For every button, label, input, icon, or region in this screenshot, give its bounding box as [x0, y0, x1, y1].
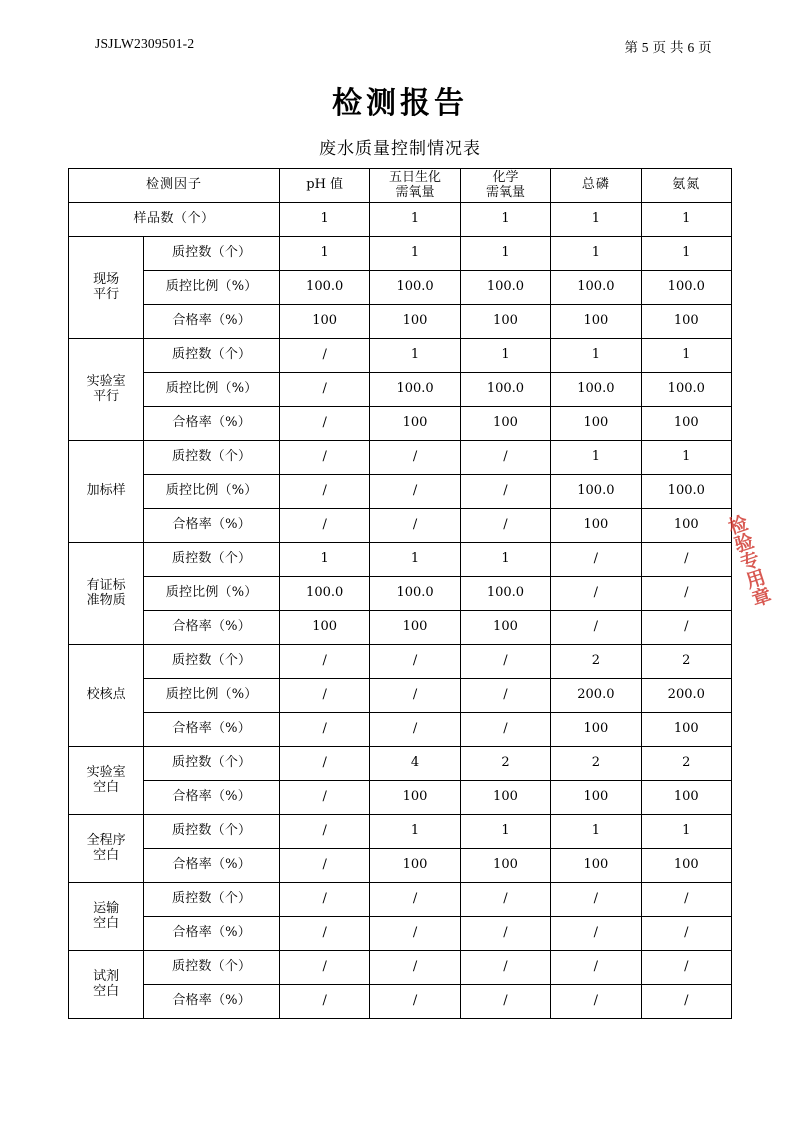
page-header	[68, 36, 732, 58]
sample-count-value: 1	[641, 203, 731, 237]
table-row	[69, 815, 732, 849]
cell-value: /	[551, 883, 641, 917]
cell-value: 100	[370, 305, 460, 339]
cell-value: /	[279, 475, 369, 509]
cell-value: /	[279, 849, 369, 883]
cell-value: /	[279, 951, 369, 985]
group-label-8	[69, 951, 144, 1019]
group-label-line2: 准物质	[86, 592, 126, 608]
header-bod5	[370, 169, 460, 203]
table-row	[69, 543, 732, 577]
cell-value: /	[460, 917, 550, 951]
cell-value: 1	[460, 339, 550, 373]
cell-value: /	[551, 543, 641, 577]
row-item-label: 质控数（个）	[144, 883, 280, 917]
cell-value: /	[279, 441, 369, 475]
seal-text: 检验专用章	[723, 512, 774, 610]
cell-value: 1	[641, 441, 731, 475]
cell-value: /	[279, 339, 369, 373]
group-label-line1: 运输	[93, 900, 120, 916]
cell-value: /	[279, 815, 369, 849]
cell-value: 1	[460, 237, 550, 271]
cell-value: /	[460, 951, 550, 985]
cell-value: 100.0	[460, 373, 550, 407]
group-label-2	[69, 441, 144, 543]
row-item-label: 合格率（%）	[144, 849, 280, 883]
cell-value: 1	[551, 815, 641, 849]
cell-value: /	[641, 611, 731, 645]
cell-value: 100.0	[370, 373, 460, 407]
cell-value: 100	[279, 611, 369, 645]
cell-value: 1	[551, 441, 641, 475]
cell-value: 100.0	[641, 475, 731, 509]
cell-value: 1	[460, 543, 550, 577]
cell-value: 100	[551, 509, 641, 543]
row-item-label: 合格率（%）	[144, 611, 280, 645]
row-item-label: 质控数（个）	[144, 815, 280, 849]
row-item-label: 质控比例（%）	[144, 679, 280, 713]
cell-value: /	[279, 883, 369, 917]
page-number: 第 5 页 共 6 页	[624, 40, 712, 55]
row-item-label: 质控比例（%）	[144, 373, 280, 407]
table-row	[69, 713, 732, 747]
row-item-label: 质控数（个）	[144, 339, 280, 373]
row-item-label: 质控数（个）	[144, 951, 280, 985]
table-row	[69, 747, 732, 781]
cell-value: 2	[551, 645, 641, 679]
cell-value: 100	[279, 305, 369, 339]
group-label-line1: 实验室	[86, 764, 126, 780]
cell-value: /	[279, 747, 369, 781]
cell-value: 100	[641, 509, 731, 543]
cell-value: 100	[370, 407, 460, 441]
row-item-label: 质控数（个）	[144, 441, 280, 475]
table-row	[69, 509, 732, 543]
cell-value: /	[279, 985, 369, 1019]
cell-value: 1	[460, 815, 550, 849]
header-cod	[460, 169, 550, 203]
group-label-line1: 加标样	[86, 483, 126, 499]
cell-value: 100	[370, 781, 460, 815]
group-label-line2: 空白	[93, 779, 120, 795]
header-factor: 检测因子	[69, 169, 280, 203]
cell-value: /	[460, 713, 550, 747]
table-row-sample-count	[69, 203, 732, 237]
cell-value: 100	[551, 781, 641, 815]
cell-value: 1	[641, 339, 731, 373]
cell-value: /	[460, 475, 550, 509]
cell-value: 100.0	[370, 271, 460, 305]
cell-value: /	[641, 577, 731, 611]
table-row	[69, 407, 732, 441]
group-label-6	[69, 815, 144, 883]
header-cod-line1: 化学	[492, 169, 519, 185]
cell-value: 100	[460, 781, 550, 815]
table-row	[69, 237, 732, 271]
cell-value: 1	[551, 237, 641, 271]
row-item-label: 质控比例（%）	[144, 271, 280, 305]
cell-value: /	[460, 985, 550, 1019]
cell-value: /	[279, 781, 369, 815]
header-bod5-line1: 五日生化	[389, 169, 442, 185]
cell-value: /	[551, 611, 641, 645]
cell-value: 1	[370, 339, 460, 373]
row-item-label: 合格率（%）	[144, 305, 280, 339]
group-label-line2: 平行	[93, 388, 120, 404]
sample-count-value: 1	[370, 203, 460, 237]
cell-value: 100	[460, 305, 550, 339]
cell-value: 100	[551, 713, 641, 747]
table-row	[69, 883, 732, 917]
cell-value: /	[279, 679, 369, 713]
cell-value: /	[370, 509, 460, 543]
cell-value: 100.0	[641, 373, 731, 407]
cell-value: /	[641, 883, 731, 917]
cell-value: 2	[460, 747, 550, 781]
table-row	[69, 305, 732, 339]
quality-control-table	[68, 168, 732, 1019]
table-row	[69, 849, 732, 883]
group-label-1	[69, 339, 144, 441]
table-row	[69, 271, 732, 305]
cell-value: /	[370, 883, 460, 917]
cell-value: /	[279, 917, 369, 951]
header-bod5-line2: 需氧量	[395, 184, 435, 200]
table-row	[69, 577, 732, 611]
table-row	[69, 611, 732, 645]
table-row	[69, 373, 732, 407]
row-item-label: 质控数（个）	[144, 645, 280, 679]
group-label-line1: 现场	[93, 271, 120, 287]
cell-value: /	[551, 577, 641, 611]
sample-count-value: 1	[279, 203, 369, 237]
cell-value: 1	[370, 543, 460, 577]
cell-value: /	[460, 679, 550, 713]
cell-value: 100	[551, 849, 641, 883]
cell-value: 100	[370, 611, 460, 645]
cell-value: /	[279, 407, 369, 441]
cell-value: 1	[279, 237, 369, 271]
cell-value: /	[370, 917, 460, 951]
cell-value: 100	[641, 781, 731, 815]
cell-value: /	[370, 985, 460, 1019]
cell-value: 100.0	[460, 271, 550, 305]
row-item-label: 质控比例（%）	[144, 475, 280, 509]
cell-value: 100	[551, 305, 641, 339]
cell-value: /	[279, 645, 369, 679]
row-item-label: 合格率（%）	[144, 407, 280, 441]
group-label-line2: 空白	[93, 983, 120, 999]
cell-value: 100.0	[551, 271, 641, 305]
group-label-3	[69, 543, 144, 645]
cell-value: /	[279, 713, 369, 747]
cell-value: /	[460, 509, 550, 543]
table-row	[69, 781, 732, 815]
cell-value: 100	[641, 849, 731, 883]
header-ph: pH 值	[279, 169, 369, 203]
cell-value: /	[370, 475, 460, 509]
row-item-label: 合格率（%）	[144, 713, 280, 747]
cell-value: /	[370, 441, 460, 475]
cell-value: 200.0	[551, 679, 641, 713]
cell-value: 200.0	[641, 679, 731, 713]
group-label-7	[69, 883, 144, 951]
cell-value: /	[641, 951, 731, 985]
cell-value: 100.0	[279, 271, 369, 305]
cell-value: 100.0	[370, 577, 460, 611]
cell-value: 100	[370, 849, 460, 883]
cell-value: 100	[641, 305, 731, 339]
cell-value: 1	[370, 237, 460, 271]
cell-value: 1	[641, 237, 731, 271]
group-label-line2: 空白	[93, 915, 120, 931]
group-label-line1: 试剂	[93, 968, 120, 984]
header-ammonia-nitrogen: 氨氮	[641, 169, 731, 203]
cell-value: /	[370, 679, 460, 713]
cell-value: /	[370, 951, 460, 985]
group-label-4	[69, 645, 144, 747]
header-total-phosphorus: 总磷	[551, 169, 641, 203]
cell-value: 100	[460, 849, 550, 883]
cell-value: /	[279, 509, 369, 543]
cell-value: 1	[641, 815, 731, 849]
table-row	[69, 951, 732, 985]
cell-value: 100.0	[641, 271, 731, 305]
document-code: JSJLW2309501-2	[95, 36, 195, 51]
cell-value: 100	[460, 611, 550, 645]
table-row	[69, 917, 732, 951]
cell-value: 1	[279, 543, 369, 577]
row-item-label: 质控数（个）	[144, 543, 280, 577]
cell-value: /	[641, 985, 731, 1019]
cell-value: 1	[370, 815, 460, 849]
cell-value: 100	[641, 713, 731, 747]
row-item-label: 质控数（个）	[144, 747, 280, 781]
cell-value: /	[551, 985, 641, 1019]
table-row	[69, 645, 732, 679]
cell-value: 100	[460, 407, 550, 441]
cell-value: /	[370, 713, 460, 747]
row-item-label: 合格率（%）	[144, 509, 280, 543]
header-cod-line2: 需氧量	[485, 184, 525, 200]
cell-value: 100	[641, 407, 731, 441]
table-row	[69, 679, 732, 713]
row-item-label: 合格率（%）	[144, 781, 280, 815]
group-label-5	[69, 747, 144, 815]
cell-value: 100	[551, 407, 641, 441]
table-header-row	[69, 169, 732, 203]
row-item-label: 质控比例（%）	[144, 577, 280, 611]
row-item-label: 合格率（%）	[144, 917, 280, 951]
cell-value: 100.0	[279, 577, 369, 611]
cell-value: 100.0	[460, 577, 550, 611]
row-item-label: 合格率（%）	[144, 985, 280, 1019]
cell-value: /	[641, 543, 731, 577]
cell-value: /	[370, 645, 460, 679]
group-label-line2: 空白	[93, 847, 120, 863]
cell-value: 4	[370, 747, 460, 781]
table-row	[69, 339, 732, 373]
cell-value: /	[279, 373, 369, 407]
table-row	[69, 985, 732, 1019]
group-label-line1: 校核点	[86, 687, 126, 703]
cell-value: 2	[641, 747, 731, 781]
table-row	[69, 475, 732, 509]
cell-value: /	[460, 883, 550, 917]
group-label-line1: 实验室	[86, 373, 126, 389]
sample-count-label: 样品数（个）	[69, 203, 280, 237]
group-label-line2: 平行	[93, 286, 120, 302]
cell-value: 1	[551, 339, 641, 373]
table-row	[69, 441, 732, 475]
cell-value: /	[641, 917, 731, 951]
cell-value: /	[551, 951, 641, 985]
group-label-line1: 全程序	[86, 832, 126, 848]
page-subtitle: 废水质量控制情况表	[319, 139, 481, 159]
cell-value: 100.0	[551, 475, 641, 509]
cell-value: 100.0	[551, 373, 641, 407]
group-label-0	[69, 237, 144, 339]
cell-value: 2	[641, 645, 731, 679]
page-title: 检测报告	[332, 86, 468, 121]
sample-count-value: 1	[460, 203, 550, 237]
cell-value: /	[460, 645, 550, 679]
cell-value: 2	[551, 747, 641, 781]
cell-value: /	[460, 441, 550, 475]
sample-count-value: 1	[551, 203, 641, 237]
row-item-label: 质控数（个）	[144, 237, 280, 271]
group-label-line1: 有证标	[86, 577, 126, 593]
cell-value: /	[551, 917, 641, 951]
